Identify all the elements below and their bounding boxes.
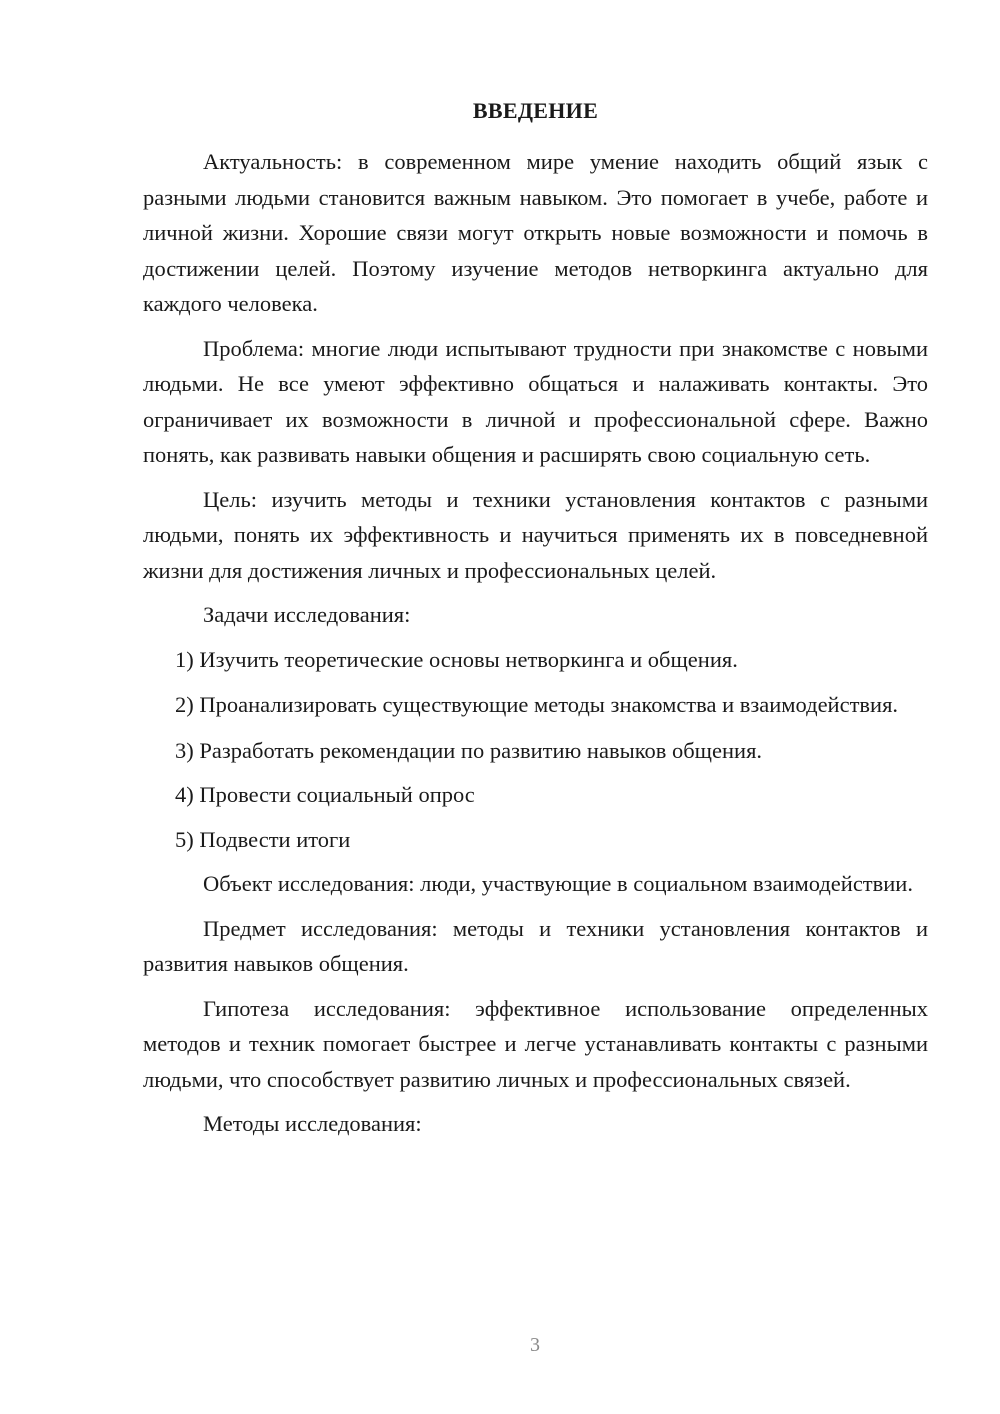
list-item-task-1: 1) Изучить теоретические основы нетворкинга и общения.	[175, 646, 738, 672]
list-item-task-4: 4) Провести социальный опрос	[175, 782, 475, 807]
page-title: ВВЕДЕНИЕ	[472, 98, 599, 123]
paragraph-hypothesis: Гипотеза исследования: эффективное использование определенных методов и техник помогает быстрее и легче устанавливать контакты с разными людьми, что способствует развитию личных и профессиональных связей.	[143, 995, 928, 1092]
paragraph-subject: Предмет исследования: методы и техники установления контактов и развития навыков общения.	[143, 915, 928, 976]
paragraph-tasks-title: Задачи исследования:	[203, 602, 411, 627]
paragraph-relevance: Актуальность: в современном мире умение находить общий язык с разными людьми становится важным навыком. Это помогает в учебе, работе и личной жизни. Хорошие связи могут открыть новые возможности и помочь в достижении целей. Поэтому изучение методов нетворкинга актуально для каждого человека.	[143, 149, 928, 316]
list-item-task-3: 3) Разработать рекомендации по развитию навыков общения.	[175, 737, 763, 763]
page-number: 3	[530, 1334, 540, 1356]
paragraph-problem: Проблема: многие люди испытывают трудности при знакомстве с новыми людьми. Не все умеют эффективно общаться и налаживать контакты. Это ограничивает их возможности в личной и профессиональной сфере. Важно понять, как развивать навыки общения и расширять свою социальную сеть.	[143, 335, 928, 467]
list-item-task-5: 5) Подвести итоги	[175, 826, 351, 852]
paragraph-goal: Цель: изучить методы и техники установления контактов с разными людьми, понять их эффективность и научиться применять их в повседневной жизни для достижения личных и профессиональных целей.	[143, 486, 928, 583]
paragraph-methods-title: Методы исследования:	[203, 1111, 422, 1136]
document-body	[143, 144, 928, 1142]
paragraph-object: Объект исследования: люди, участвующие в социальном взаимодействии.	[203, 871, 913, 896]
list-item-task-2: 2) Проанализировать существующие методы знакомства и взаимодействия.	[175, 692, 899, 717]
